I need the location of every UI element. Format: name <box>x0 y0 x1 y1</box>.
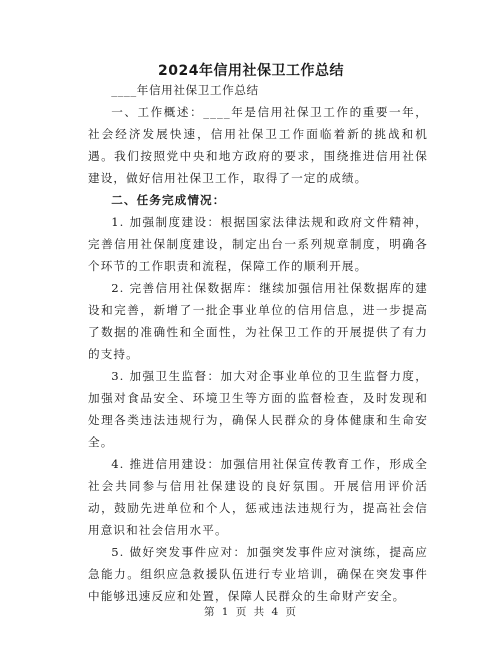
document-subtitle: ____年信用社保卫工作总结 <box>111 83 259 97</box>
document-title: 2024年信用社保卫工作总结 <box>158 63 344 79</box>
list-item: 4. 推进信用建设：加强信用社保宣传教育工作，形成全社会共同参与信用社保建设的良好氛围。开展信用评价活动，鼓励先进单位和个人，惩戒违法违规行为，提高社会信用意识和社会信用水平。 <box>88 457 428 537</box>
list-item: 1. 加强制度建设：根据国家法律法规和政府文件精神，完善信用社保制度建设，制定出台一系列规章制度，明确各个环节的工作职责和流程，保障工作的顺利开展。 <box>88 215 428 273</box>
section-heading: 二、任务完成情况： <box>111 193 226 207</box>
list-item: 2. 完善信用社保数据库：继续加强信用社保数据库的建设和完善，新增了一批企事业单位的信用信息，进一步提高了数据的准确性和全面性，为社保卫工作的开展提供了有力的支持。 <box>88 281 428 361</box>
document-body <box>88 79 428 607</box>
page-footer: 第 1 页 共 4 页 <box>203 606 299 618</box>
list-item: 5. 做好突发事件应对：加强突发事件应对演练，提高应急能力。组织应急救援队伍进行专业培训，确保在突发事件中能够迅速反应和处置，保障人民群众的生命财产安全。 <box>88 545 428 603</box>
list-item: 3. 加强卫生监督：加大对企事业单位的卫生监督力度，加强对食品安全、环境卫生等方面的监督检查，及时发现和处理各类违法违规行为，确保人民群众的身体健康和生命安全。 <box>88 369 428 449</box>
overview-paragraph: 一、工作概述：____年是信用社保卫工作的重要一年，社会经济发展快速，信用社保卫工作面临着新的挑战和机遇。我们按照党中央和地方政府的要求，围绕推进信用社保建设，做好信用社保卫工作，取得了一定的成绩。 <box>88 105 428 185</box>
